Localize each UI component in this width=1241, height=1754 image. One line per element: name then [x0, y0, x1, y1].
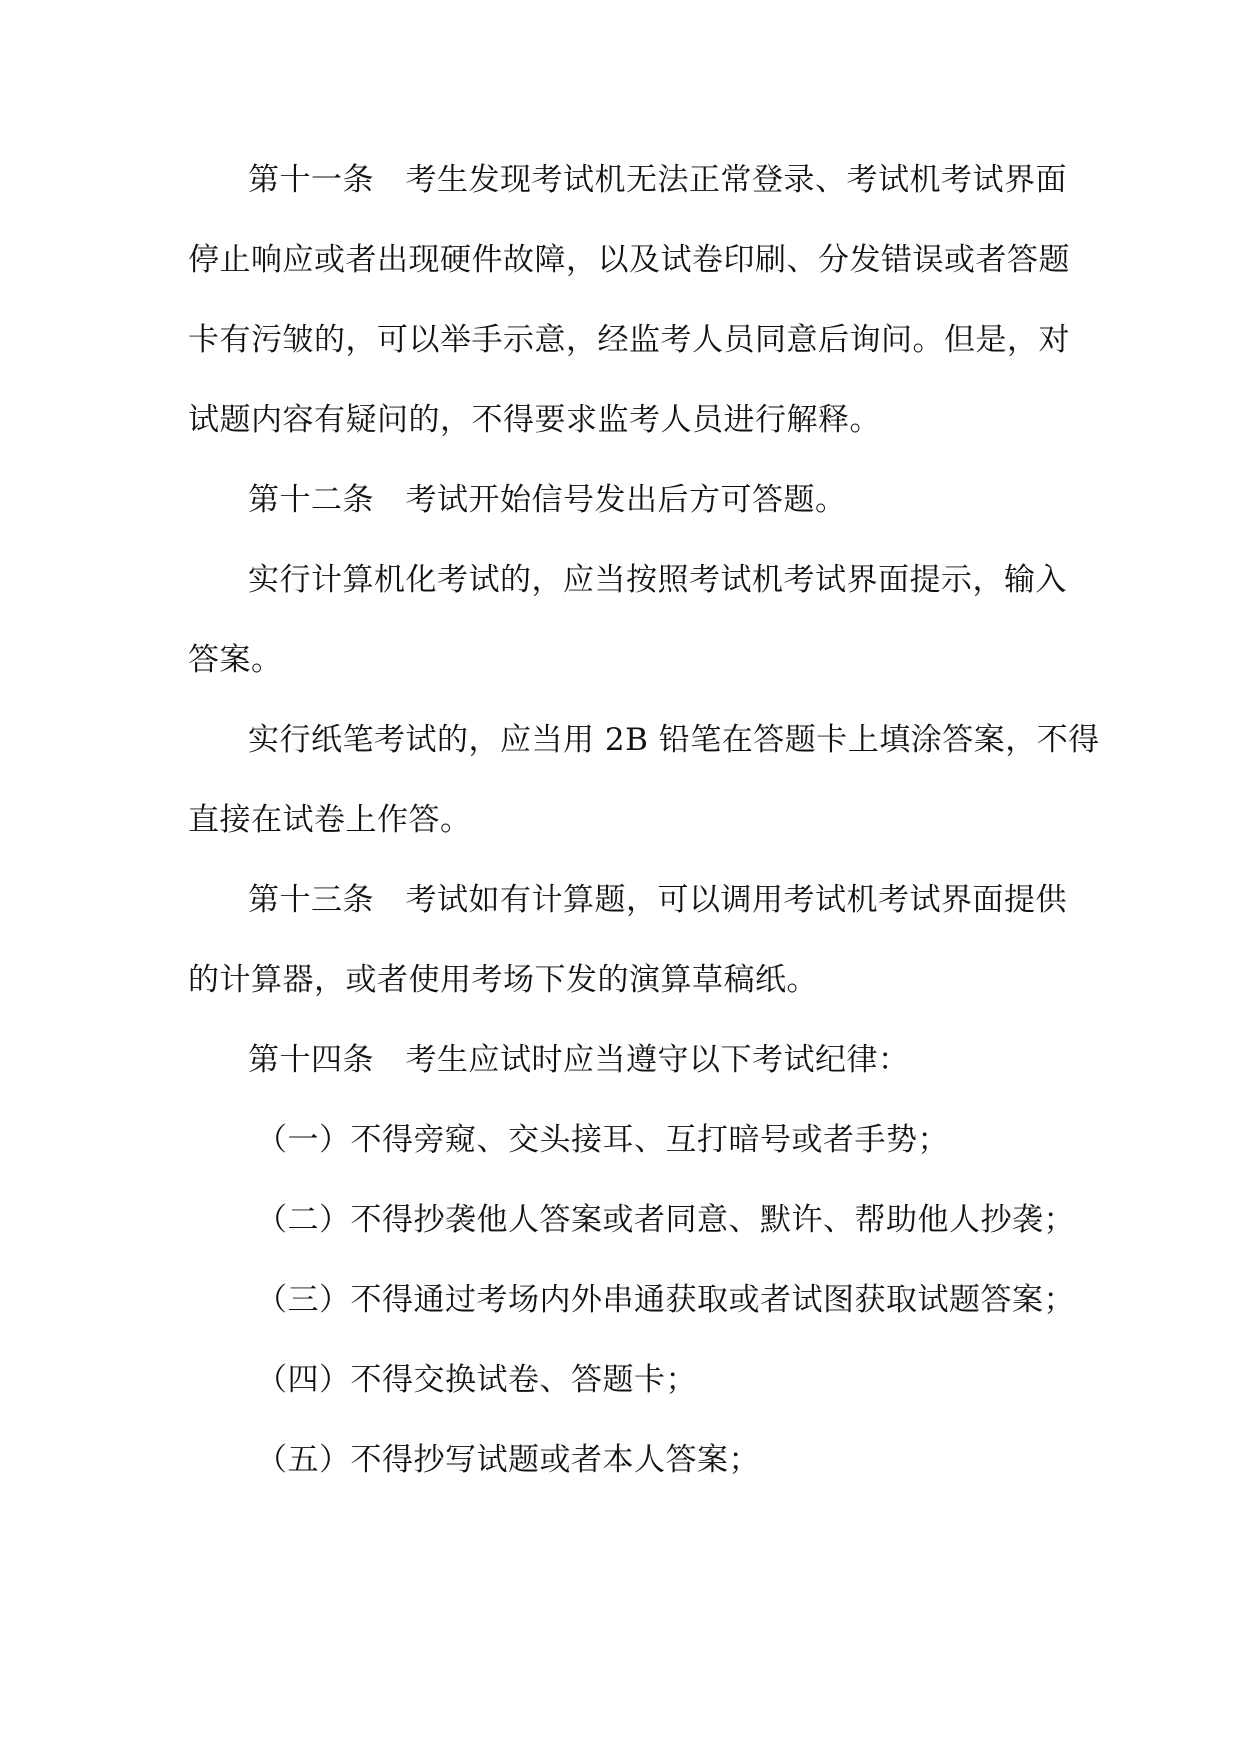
- article-14-line-1: 第十四条 考生应试时应当遵守以下考试纪律：: [248, 1042, 910, 1078]
- article-14-item-2: （二）不得抄袭他人答案或者同意、默许、帮助他人抄袭；: [256, 1202, 1075, 1238]
- article-11-line-3: 卡有污皱的，可以举手示意，经监考人员同意后询问。但是，对: [188, 322, 1070, 358]
- article-14-item-4: （四）不得交换试卷、答题卡；: [256, 1362, 697, 1398]
- article-12-para-3-line-1: 实行纸笔考试的，应当用 2B 铅笔在答题卡上填涂答案，不得: [248, 722, 1100, 758]
- article-12-line-1: 第十二条 考试开始信号发出后方可答题。: [248, 482, 847, 518]
- article-12-para-2-line-1: 实行计算机化考试的，应当按照考试机考试界面提示，输入: [248, 562, 1067, 598]
- article-14-item-3: （三）不得通过考场内外串通获取或者试图获取试题答案；: [256, 1282, 1075, 1318]
- article-12-para-3-line-2: 直接在试卷上作答。: [188, 802, 472, 838]
- article-14-item-5: （五）不得抄写试题或者本人答案；: [256, 1442, 760, 1478]
- article-11-line-2: 停止响应或者出现硬件故障，以及试卷印刷、分发错误或者答题: [188, 242, 1070, 278]
- article-14-item-1: （一）不得旁窥、交头接耳、互打暗号或者手势；: [256, 1122, 949, 1158]
- article-13-line-1: 第十三条 考试如有计算题，可以调用考试机考试界面提供: [248, 882, 1067, 918]
- article-12-para-2-line-2: 答案。: [188, 642, 283, 678]
- article-13-line-2: 的计算器，或者使用考场下发的演算草稿纸。: [188, 962, 818, 998]
- article-11-line-4: 试题内容有疑问的，不得要求监考人员进行解释。: [188, 402, 881, 438]
- article-11-line-1: 第十一条 考生发现考试机无法正常登录、考试机考试界面: [248, 162, 1067, 198]
